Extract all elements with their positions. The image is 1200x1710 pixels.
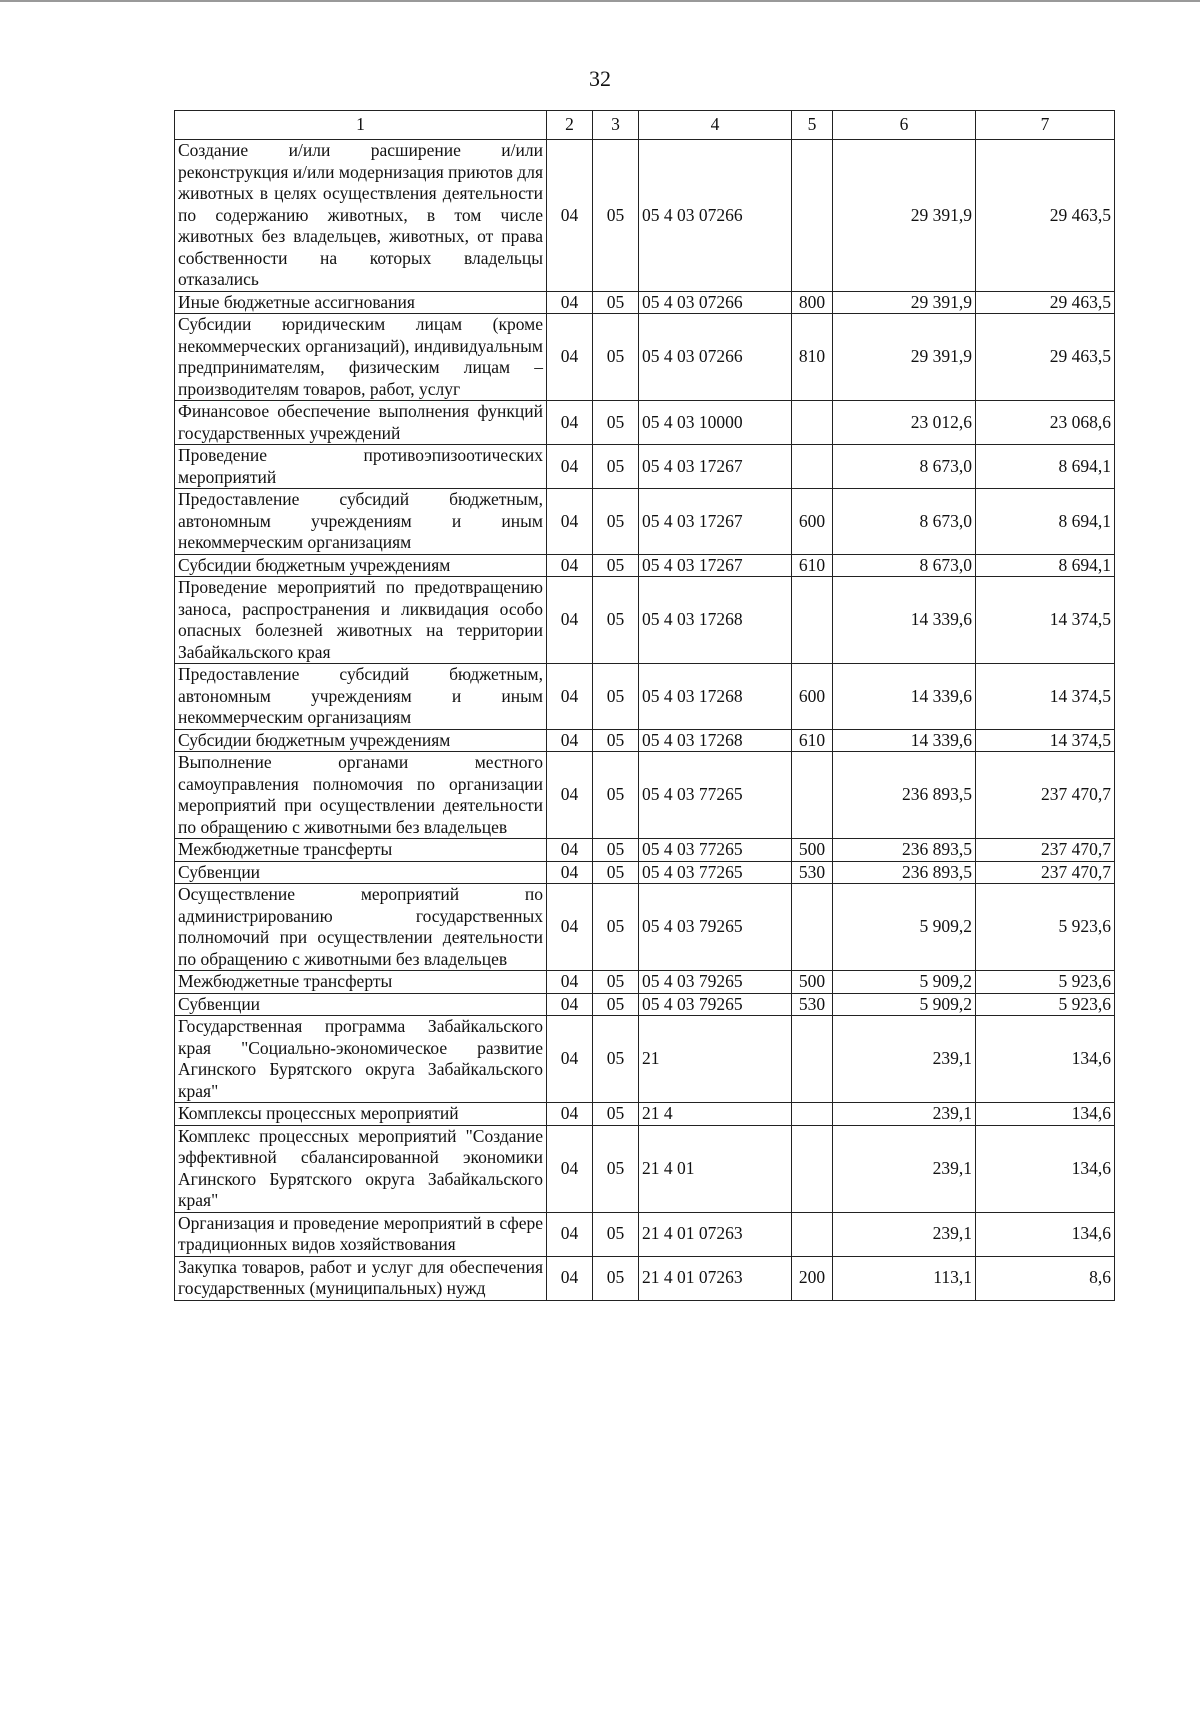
amount-year-2-cell: 134,6 — [976, 1016, 1115, 1103]
target-article-cell: 05 4 03 17267 — [639, 554, 792, 577]
section-code-cell: 04 — [547, 1103, 593, 1126]
row-name-cell: Межбюджетные трансферты — [175, 971, 547, 994]
section-code-cell: 04 — [547, 140, 593, 292]
target-article-cell: 05 4 03 77265 — [639, 839, 792, 862]
table-row — [175, 554, 1115, 577]
target-article-cell: 05 4 03 07266 — [639, 314, 792, 401]
expense-type-cell: 810 — [792, 314, 833, 401]
row-name-cell: Комплексы процессных мероприятий — [175, 1103, 547, 1126]
expense-type-cell: 610 — [792, 554, 833, 577]
section-code-cell: 04 — [547, 291, 593, 314]
subsection-code-cell: 05 — [593, 1256, 639, 1300]
scan-edge-line — [0, 0, 1200, 2]
expense-type-cell — [792, 577, 833, 664]
row-name-cell: Закупка товаров, работ и услуг для обеспечения государственных (муниципальных) нужд — [175, 1256, 547, 1300]
subsection-code-cell: 05 — [593, 1125, 639, 1212]
table-row — [175, 861, 1115, 884]
subsection-code-cell: 05 — [593, 752, 639, 839]
section-code-cell: 04 — [547, 839, 593, 862]
table-body — [175, 140, 1115, 1301]
table-row — [175, 291, 1115, 314]
subsection-code-cell: 05 — [593, 1212, 639, 1256]
amount-year-1-cell: 8 673,0 — [833, 554, 976, 577]
amount-year-2-cell: 134,6 — [976, 1212, 1115, 1256]
section-code-cell: 04 — [547, 1212, 593, 1256]
table-row — [175, 1016, 1115, 1103]
row-name-cell: Предоставление субсидий бюджетным, автономным учреждениям и иным некоммерческим организациям — [175, 489, 547, 555]
section-code-cell: 04 — [547, 1125, 593, 1212]
table-row — [175, 1125, 1115, 1212]
amount-year-2-cell: 134,6 — [976, 1103, 1115, 1126]
amount-year-2-cell: 134,6 — [976, 1125, 1115, 1212]
column-header-2: 2 — [547, 111, 593, 140]
amount-year-2-cell: 237 470,7 — [976, 839, 1115, 862]
target-article-cell: 05 4 03 10000 — [639, 401, 792, 445]
table-row — [175, 1256, 1115, 1300]
target-article-cell: 05 4 03 17267 — [639, 489, 792, 555]
section-code-cell: 04 — [547, 884, 593, 971]
table-row — [175, 401, 1115, 445]
section-code-cell: 04 — [547, 1256, 593, 1300]
row-name-cell: Осуществление мероприятий по администрированию государственных полномочий при осуществлении деятельности по обращению с животными без владельцев — [175, 884, 547, 971]
table-row — [175, 314, 1115, 401]
row-name-cell: Субсидии бюджетным учреждениям — [175, 554, 547, 577]
amount-year-1-cell: 113,1 — [833, 1256, 976, 1300]
target-article-cell: 05 4 03 07266 — [639, 291, 792, 314]
column-header-3: 3 — [593, 111, 639, 140]
amount-year-1-cell: 8 673,0 — [833, 489, 976, 555]
section-code-cell: 04 — [547, 752, 593, 839]
target-article-cell: 05 4 03 17268 — [639, 664, 792, 730]
target-article-cell: 05 4 03 79265 — [639, 993, 792, 1016]
target-article-cell: 21 4 — [639, 1103, 792, 1126]
amount-year-1-cell: 23 012,6 — [833, 401, 976, 445]
target-article-cell: 05 4 03 79265 — [639, 971, 792, 994]
amount-year-1-cell: 236 893,5 — [833, 861, 976, 884]
target-article-cell: 21 4 01 07263 — [639, 1212, 792, 1256]
section-code-cell: 04 — [547, 971, 593, 994]
amount-year-2-cell: 14 374,5 — [976, 729, 1115, 752]
amount-year-1-cell: 29 391,9 — [833, 291, 976, 314]
row-name-cell: Проведение противоэпизоотических мероприятий — [175, 445, 547, 489]
target-article-cell: 05 4 03 17268 — [639, 577, 792, 664]
expense-type-cell: 500 — [792, 971, 833, 994]
table-row — [175, 752, 1115, 839]
row-name-cell: Выполнение органами местного самоуправления полномочия по организации мероприятий при осуществлении деятельности по обращению с животными без владельцев — [175, 752, 547, 839]
row-name-cell: Проведение мероприятий по предотвращению заноса, распространения и ликвидация особо опасных болезней животных на территории Забайкальского края — [175, 577, 547, 664]
row-name-cell: Государственная программа Забайкальского края "Социально-экономическое развитие Агинского Бурятского округа Забайкальского края" — [175, 1016, 547, 1103]
row-name-cell: Субвенции — [175, 861, 547, 884]
subsection-code-cell: 05 — [593, 1016, 639, 1103]
section-code-cell: 04 — [547, 861, 593, 884]
row-name-cell: Субвенции — [175, 993, 547, 1016]
row-name-cell: Субсидии юридическим лицам (кроме некоммерческих организаций), индивидуальным предпринимателям, физическим лицам – производителям товаров, работ, услуг — [175, 314, 547, 401]
expense-type-cell: 600 — [792, 664, 833, 730]
expense-type-cell: 610 — [792, 729, 833, 752]
expense-type-cell — [792, 1125, 833, 1212]
budget-table — [174, 110, 1115, 1301]
row-name-cell: Финансовое обеспечение выполнения функций государственных учреждений — [175, 401, 547, 445]
row-name-cell: Иные бюджетные ассигнования — [175, 291, 547, 314]
subsection-code-cell: 05 — [593, 993, 639, 1016]
table-row — [175, 1103, 1115, 1126]
section-code-cell: 04 — [547, 489, 593, 555]
section-code-cell: 04 — [547, 577, 593, 664]
amount-year-2-cell: 14 374,5 — [976, 664, 1115, 730]
amount-year-2-cell: 14 374,5 — [976, 577, 1115, 664]
amount-year-2-cell: 8 694,1 — [976, 554, 1115, 577]
section-code-cell: 04 — [547, 445, 593, 489]
row-name-cell: Предоставление субсидий бюджетным, автономным учреждениям и иным некоммерческим организациям — [175, 664, 547, 730]
amount-year-1-cell: 239,1 — [833, 1212, 976, 1256]
target-article-cell: 21 — [639, 1016, 792, 1103]
column-header-4: 4 — [639, 111, 792, 140]
table-row — [175, 664, 1115, 730]
subsection-code-cell: 05 — [593, 291, 639, 314]
amount-year-2-cell: 237 470,7 — [976, 752, 1115, 839]
amount-year-2-cell: 5 923,6 — [976, 993, 1115, 1016]
subsection-code-cell: 05 — [593, 839, 639, 862]
row-name-cell: Организация и проведение мероприятий в сфере традиционных видов хозяйствования — [175, 1212, 547, 1256]
subsection-code-cell: 05 — [593, 1103, 639, 1126]
expense-type-cell: 200 — [792, 1256, 833, 1300]
subsection-code-cell: 05 — [593, 664, 639, 730]
expense-type-cell — [792, 445, 833, 489]
expense-type-cell: 600 — [792, 489, 833, 555]
section-code-cell: 04 — [547, 1016, 593, 1103]
section-code-cell: 04 — [547, 729, 593, 752]
subsection-code-cell: 05 — [593, 971, 639, 994]
target-article-cell: 21 4 01 — [639, 1125, 792, 1212]
target-article-cell: 05 4 03 07266 — [639, 140, 792, 292]
subsection-code-cell: 05 — [593, 554, 639, 577]
target-article-cell: 05 4 03 77265 — [639, 752, 792, 839]
amount-year-2-cell: 8 694,1 — [976, 489, 1115, 555]
expense-type-cell — [792, 1103, 833, 1126]
amount-year-2-cell: 29 463,5 — [976, 140, 1115, 292]
amount-year-2-cell: 5 923,6 — [976, 884, 1115, 971]
section-code-cell: 04 — [547, 664, 593, 730]
subsection-code-cell: 05 — [593, 884, 639, 971]
column-header-6: 6 — [833, 111, 976, 140]
amount-year-1-cell: 29 391,9 — [833, 140, 976, 292]
amount-year-1-cell: 5 909,2 — [833, 993, 976, 1016]
amount-year-1-cell: 236 893,5 — [833, 752, 976, 839]
row-name-cell: Субсидии бюджетным учреждениям — [175, 729, 547, 752]
expense-type-cell — [792, 1016, 833, 1103]
target-article-cell: 05 4 03 17267 — [639, 445, 792, 489]
section-code-cell: 04 — [547, 401, 593, 445]
column-header-1: 1 — [175, 111, 547, 140]
table-row — [175, 1212, 1115, 1256]
row-name-cell: Межбюджетные трансферты — [175, 839, 547, 862]
amount-year-2-cell: 23 068,6 — [976, 401, 1115, 445]
table-row — [175, 971, 1115, 994]
table-row — [175, 445, 1115, 489]
target-article-cell: 05 4 03 79265 — [639, 884, 792, 971]
row-name-cell: Создание и/или расширение и/или реконструкция и/или модернизация приютов для животных в целях осуществления деятельности по содержанию животных, в том числе животных без владельцев, животных, от права собственности на которых владельцы отказались — [175, 140, 547, 292]
subsection-code-cell: 05 — [593, 489, 639, 555]
amount-year-1-cell: 14 339,6 — [833, 664, 976, 730]
amount-year-1-cell: 236 893,5 — [833, 839, 976, 862]
amount-year-1-cell: 239,1 — [833, 1016, 976, 1103]
amount-year-1-cell: 5 909,2 — [833, 884, 976, 971]
section-code-cell: 04 — [547, 554, 593, 577]
column-header-5: 5 — [792, 111, 833, 140]
amount-year-2-cell: 5 923,6 — [976, 971, 1115, 994]
amount-year-2-cell: 29 463,5 — [976, 314, 1115, 401]
expense-type-cell — [792, 884, 833, 971]
amount-year-1-cell: 5 909,2 — [833, 971, 976, 994]
subsection-code-cell: 05 — [593, 401, 639, 445]
expense-type-cell — [792, 401, 833, 445]
target-article-cell: 05 4 03 77265 — [639, 861, 792, 884]
table-row — [175, 839, 1115, 862]
expense-type-cell: 530 — [792, 993, 833, 1016]
expense-type-cell: 530 — [792, 861, 833, 884]
subsection-code-cell: 05 — [593, 445, 639, 489]
expense-type-cell: 500 — [792, 839, 833, 862]
amount-year-2-cell: 237 470,7 — [976, 861, 1115, 884]
row-name-cell: Комплекс процессных мероприятий "Создание эффективной сбалансированной экономики Агинского Бурятского округа Забайкальского края" — [175, 1125, 547, 1212]
table-row — [175, 489, 1115, 555]
subsection-code-cell: 05 — [593, 861, 639, 884]
table-header-row — [175, 111, 1115, 140]
target-article-cell: 05 4 03 17268 — [639, 729, 792, 752]
subsection-code-cell: 05 — [593, 577, 639, 664]
section-code-cell: 04 — [547, 993, 593, 1016]
table-row — [175, 993, 1115, 1016]
amount-year-2-cell: 29 463,5 — [976, 291, 1115, 314]
amount-year-1-cell: 8 673,0 — [833, 445, 976, 489]
table-row — [175, 884, 1115, 971]
expense-type-cell — [792, 1212, 833, 1256]
amount-year-2-cell: 8 694,1 — [976, 445, 1115, 489]
amount-year-1-cell: 14 339,6 — [833, 729, 976, 752]
column-header-7: 7 — [976, 111, 1115, 140]
subsection-code-cell: 05 — [593, 314, 639, 401]
page-number: 32 — [589, 66, 611, 91]
expense-type-cell — [792, 140, 833, 292]
section-code-cell: 04 — [547, 314, 593, 401]
table-row — [175, 729, 1115, 752]
subsection-code-cell: 05 — [593, 729, 639, 752]
amount-year-1-cell: 239,1 — [833, 1103, 976, 1126]
table-row — [175, 140, 1115, 292]
amount-year-1-cell: 239,1 — [833, 1125, 976, 1212]
table-row — [175, 577, 1115, 664]
target-article-cell: 21 4 01 07263 — [639, 1256, 792, 1300]
amount-year-1-cell: 14 339,6 — [833, 577, 976, 664]
expense-type-cell: 800 — [792, 291, 833, 314]
expense-type-cell — [792, 752, 833, 839]
subsection-code-cell: 05 — [593, 140, 639, 292]
amount-year-2-cell: 8,6 — [976, 1256, 1115, 1300]
amount-year-1-cell: 29 391,9 — [833, 314, 976, 401]
